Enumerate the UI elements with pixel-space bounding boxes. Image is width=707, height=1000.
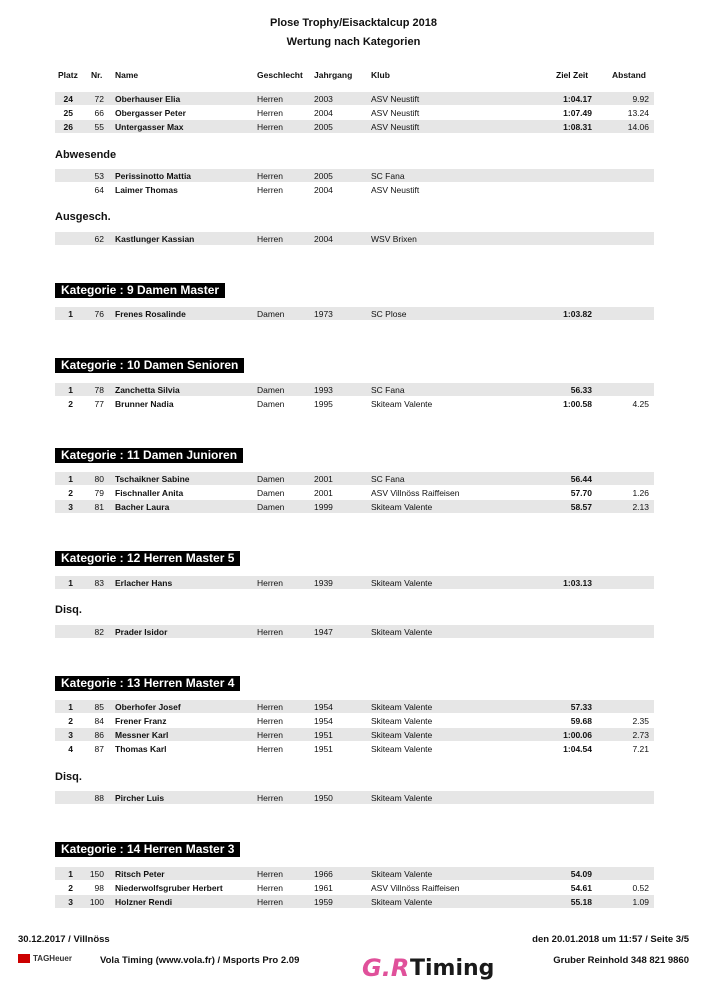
- cell-gesch: Herren: [257, 108, 283, 118]
- cell-platz: 1: [68, 578, 73, 588]
- cell-klub: SC Fana: [371, 474, 405, 484]
- cell-zeit: 56.44: [570, 474, 592, 484]
- cell-name: Kastlunger Kassian: [115, 234, 195, 244]
- category-11-header: Kategorie : 11 Damen Junioren: [55, 448, 243, 463]
- cell-klub: Skiteam Valente: [371, 730, 433, 740]
- page-title: Plose Trophy/Eisacktalcup 2018: [270, 17, 437, 29]
- tagheuer-logo: [18, 954, 72, 963]
- category-14-header: Kategorie : 14 Herren Master 3: [55, 842, 240, 857]
- cell-platz: 2: [68, 883, 73, 893]
- cell-jahr: 1951: [314, 744, 333, 754]
- cell-name: Holzner Rendi: [115, 897, 173, 907]
- table-row: [55, 867, 654, 880]
- cell-klub: Skiteam Valente: [371, 793, 433, 803]
- cell-name: Frenes Rosalinde: [115, 309, 186, 319]
- cell-nr: 62: [94, 234, 104, 244]
- header-abstand: Abstand: [612, 70, 646, 80]
- cell-zeit: 56.33: [570, 385, 592, 395]
- table-row: [55, 120, 654, 133]
- page-subtitle: Wertung nach Kategorien: [286, 36, 421, 48]
- cell-platz: 2: [68, 716, 73, 726]
- cell-gesch: Herren: [257, 234, 283, 244]
- cell-klub: WSV Brixen: [371, 234, 417, 244]
- cell-klub: SC Plose: [371, 309, 407, 319]
- section-ausgesch: Ausgesch.: [55, 211, 111, 223]
- cell-jahr: 1951: [314, 730, 333, 740]
- cell-platz: 1: [68, 474, 73, 484]
- cell-gesch: Damen: [257, 399, 285, 409]
- cell-abst: 0.52: [632, 883, 649, 893]
- table-row: [55, 397, 654, 410]
- cell-klub: Skiteam Valente: [371, 744, 433, 754]
- cell-abst: 2.35: [632, 716, 649, 726]
- cell-gesch: Damen: [257, 488, 285, 498]
- cell-klub: ASV Villnöss Raiffeisen: [371, 883, 460, 893]
- cell-zeit: 54.61: [570, 883, 592, 893]
- cell-name: Bacher Laura: [115, 502, 170, 512]
- cell-nr: 98: [94, 883, 104, 893]
- cell-klub: ASV Neustift: [371, 122, 420, 132]
- cell-nr: 77: [94, 399, 104, 409]
- cell-jahr: 1947: [314, 627, 333, 637]
- cell-klub: Skiteam Valente: [371, 702, 433, 712]
- category-13-header: Kategorie : 13 Herren Master 4: [55, 676, 240, 691]
- cell-nr: 66: [94, 108, 104, 118]
- cell-gesch: Herren: [257, 185, 283, 195]
- cell-gesch: Herren: [257, 122, 283, 132]
- cell-nr: 64: [94, 185, 104, 195]
- cell-gesch: Herren: [257, 578, 283, 588]
- cell-name: Thomas Karl: [115, 744, 167, 754]
- cell-abst: 7.21: [632, 744, 649, 754]
- cell-gesch: Damen: [257, 309, 285, 319]
- category-12-header: Kategorie : 12 Herren Master 5: [55, 551, 240, 566]
- footer-timing: Vola Timing (www.vola.fr) / Msports Pro 2.09: [100, 955, 300, 966]
- gr-logo-text: Timing: [410, 956, 495, 981]
- cell-platz: 2: [68, 488, 73, 498]
- cell-zeit: 59.68: [570, 716, 592, 726]
- category-10-header: Kategorie : 10 Damen Senioren: [55, 358, 244, 373]
- cell-zeit: 54.09: [570, 869, 592, 879]
- cell-gesch: Damen: [257, 385, 285, 395]
- cell-name: Fischnaller Anita: [115, 488, 184, 498]
- table-row: [55, 700, 654, 713]
- cell-name: Oberhofer Josef: [115, 702, 181, 712]
- cell-klub: ASV Villnöss Raiffeisen: [371, 488, 460, 498]
- cell-gesch: Herren: [257, 171, 283, 181]
- gr-timing-logo: [362, 954, 527, 988]
- cell-jahr: 1999: [314, 502, 333, 512]
- cell-jahr: 1961: [314, 883, 333, 893]
- cell-klub: Skiteam Valente: [371, 502, 433, 512]
- header-nr: Nr.: [91, 70, 103, 80]
- cell-name: Brunner Nadia: [115, 399, 174, 409]
- table-row: [55, 92, 654, 105]
- cell-klub: ASV Neustift: [371, 108, 420, 118]
- table-row: [55, 183, 654, 196]
- cell-jahr: 1954: [314, 702, 333, 712]
- cell-jahr: 1950: [314, 793, 333, 803]
- category-9-header: Kategorie : 9 Damen Master: [55, 283, 225, 298]
- cell-zeit: 1:04.54: [563, 744, 592, 754]
- cell-name: Messner Karl: [115, 730, 169, 740]
- cell-name: Frener Franz: [115, 716, 167, 726]
- cell-abst: 2.13: [632, 502, 649, 512]
- cell-gesch: Herren: [257, 897, 283, 907]
- cell-platz: 4: [68, 744, 73, 754]
- cell-nr: 72: [94, 94, 104, 104]
- cell-zeit: 1:00.58: [563, 399, 592, 409]
- header-jahrgang: Jahrgang: [314, 70, 353, 80]
- cell-name: Niederwolfsgruber Herbert: [115, 883, 223, 893]
- cell-jahr: 1966: [314, 869, 333, 879]
- cell-abst: 1.09: [632, 897, 649, 907]
- cell-abst: 2.73: [632, 730, 649, 740]
- tagheuer-logo-text: TAGHeuer: [33, 954, 72, 963]
- cell-jahr: 2005: [314, 122, 333, 132]
- cell-jahr: 1973: [314, 309, 333, 319]
- cell-name: Ritsch Peter: [115, 869, 165, 879]
- cell-platz: 25: [63, 108, 73, 118]
- table-row: [55, 232, 654, 245]
- cell-nr: 84: [94, 716, 104, 726]
- cell-jahr: 1993: [314, 385, 333, 395]
- cell-zeit: 58.57: [570, 502, 592, 512]
- table-row: [55, 500, 654, 513]
- cell-gesch: Damen: [257, 502, 285, 512]
- header-ziel-zeit: Ziel Zeit: [556, 70, 589, 80]
- cell-nr: 88: [94, 793, 104, 803]
- header-geschlecht: Geschlecht: [257, 70, 303, 80]
- cell-name: Tschaikner Sabine: [115, 474, 190, 484]
- cell-nr: 78: [94, 385, 104, 395]
- cell-name: Erlacher Hans: [115, 578, 173, 588]
- cell-klub: Skiteam Valente: [371, 869, 433, 879]
- cell-jahr: 1954: [314, 716, 333, 726]
- cell-klub: Skiteam Valente: [371, 627, 433, 637]
- cell-gesch: Herren: [257, 716, 283, 726]
- cell-nr: 53: [94, 171, 104, 181]
- cell-klub: ASV Neustift: [371, 94, 420, 104]
- cell-gesch: Herren: [257, 702, 283, 712]
- cell-platz: 1: [68, 385, 73, 395]
- cell-nr: 83: [94, 578, 104, 588]
- cell-jahr: 1939: [314, 578, 333, 588]
- cell-gesch: Herren: [257, 627, 283, 637]
- cell-name: Pircher Luis: [115, 793, 165, 803]
- section-disq-13: Disq.: [55, 771, 82, 783]
- cell-gesch: Herren: [257, 869, 283, 879]
- cell-abst: 14.06: [627, 122, 649, 132]
- cell-nr: 55: [94, 122, 104, 132]
- cell-nr: 100: [89, 897, 104, 907]
- cell-gesch: Herren: [257, 883, 283, 893]
- cell-nr: 81: [94, 502, 104, 512]
- table-row: [55, 728, 654, 741]
- cell-klub: Skiteam Valente: [371, 716, 433, 726]
- cell-platz: 26: [63, 122, 73, 132]
- cell-name: Prader Isidor: [115, 627, 168, 637]
- cell-platz: 3: [68, 502, 73, 512]
- footer-printed: den 20.01.2018 um 11:57 / Seite 3/5: [532, 934, 689, 945]
- cell-klub: Skiteam Valente: [371, 897, 433, 907]
- tagheuer-mark-icon: [18, 954, 30, 963]
- cell-name: Untergasser Max: [115, 122, 184, 132]
- cell-abst: 1.26: [632, 488, 649, 498]
- cell-nr: 82: [94, 627, 104, 637]
- cell-klub: SC Fana: [371, 385, 405, 395]
- cell-zeit: 1:04.17: [563, 94, 592, 104]
- footer-date-place: 30.12.2017 / Villnöss: [18, 934, 110, 945]
- cell-nr: 80: [94, 474, 104, 484]
- cell-jahr: 2005: [314, 171, 333, 181]
- cell-nr: 76: [94, 309, 104, 319]
- header-name: Name: [115, 70, 139, 80]
- header-klub: Klub: [371, 70, 390, 80]
- cell-abst: 4.25: [632, 399, 649, 409]
- cell-platz: 1: [68, 309, 73, 319]
- table-row: [55, 881, 654, 894]
- cell-name: Oberhauser Elia: [115, 94, 181, 104]
- cell-nr: 79: [94, 488, 104, 498]
- cell-platz: 1: [68, 869, 73, 879]
- cell-jahr: 1959: [314, 897, 333, 907]
- cell-abst: 9.92: [632, 94, 649, 104]
- table-row: [55, 791, 654, 804]
- table-row: [55, 106, 654, 119]
- cell-gesch: Herren: [257, 793, 283, 803]
- cell-platz: 24: [63, 94, 73, 104]
- cell-jahr: 2001: [314, 488, 333, 498]
- cell-gesch: Damen: [257, 474, 285, 484]
- cell-zeit: 57.33: [570, 702, 592, 712]
- cell-klub: Skiteam Valente: [371, 578, 433, 588]
- cell-zeit: 1:03.82: [563, 309, 592, 319]
- table-row: [55, 486, 654, 499]
- cell-jahr: 2004: [314, 234, 333, 244]
- cell-jahr: 2004: [314, 185, 333, 195]
- footer-contact: Gruber Reinhold 348 821 9860: [553, 955, 689, 966]
- cell-platz: 2: [68, 399, 73, 409]
- cell-jahr: 2001: [314, 474, 333, 484]
- gr-logo-mark: G.R: [362, 954, 410, 982]
- cell-name: Perissinotto Mattia: [115, 171, 192, 181]
- cell-platz: 3: [68, 897, 73, 907]
- cell-name: Zanchetta Silvia: [115, 385, 180, 395]
- cell-platz: 3: [68, 730, 73, 740]
- table-row: [55, 169, 654, 182]
- cell-nr: 86: [94, 730, 104, 740]
- cell-klub: ASV Neustift: [371, 185, 420, 195]
- section-abwesende: Abwesende: [55, 149, 117, 161]
- cell-jahr: 2004: [314, 108, 333, 118]
- table-row: [55, 307, 654, 320]
- cell-klub: SC Fana: [371, 171, 405, 181]
- cell-nr: 87: [94, 744, 104, 754]
- cell-nr: 85: [94, 702, 104, 712]
- cell-zeit: 57.70: [570, 488, 592, 498]
- cell-zeit: 1:08.31: [563, 122, 592, 132]
- table-row: [55, 742, 654, 755]
- header-platz: Platz: [58, 70, 78, 80]
- cell-zeit: 1:03.13: [563, 578, 592, 588]
- cell-zeit: 1:07.49: [563, 108, 592, 118]
- cell-nr: 150: [89, 869, 104, 879]
- cell-klub: Skiteam Valente: [371, 399, 433, 409]
- cell-zeit: 1:00.06: [563, 730, 592, 740]
- cell-jahr: 2003: [314, 94, 333, 104]
- cell-zeit: 55.18: [570, 897, 592, 907]
- cell-gesch: Herren: [257, 744, 283, 754]
- cell-jahr: 1995: [314, 399, 333, 409]
- table-row: [55, 472, 654, 485]
- cell-name: Laimer Thomas: [115, 185, 178, 195]
- cell-gesch: Herren: [257, 94, 283, 104]
- cell-gesch: Herren: [257, 730, 283, 740]
- cell-abst: 13.24: [627, 108, 649, 118]
- section-disq-12: Disq.: [55, 604, 82, 616]
- table-row: [55, 383, 654, 396]
- table-row: [55, 714, 654, 727]
- table-row: [55, 625, 654, 638]
- cell-platz: 1: [68, 702, 73, 712]
- table-row: [55, 895, 654, 908]
- cell-name: Obergasser Peter: [115, 108, 186, 118]
- table-row: [55, 576, 654, 589]
